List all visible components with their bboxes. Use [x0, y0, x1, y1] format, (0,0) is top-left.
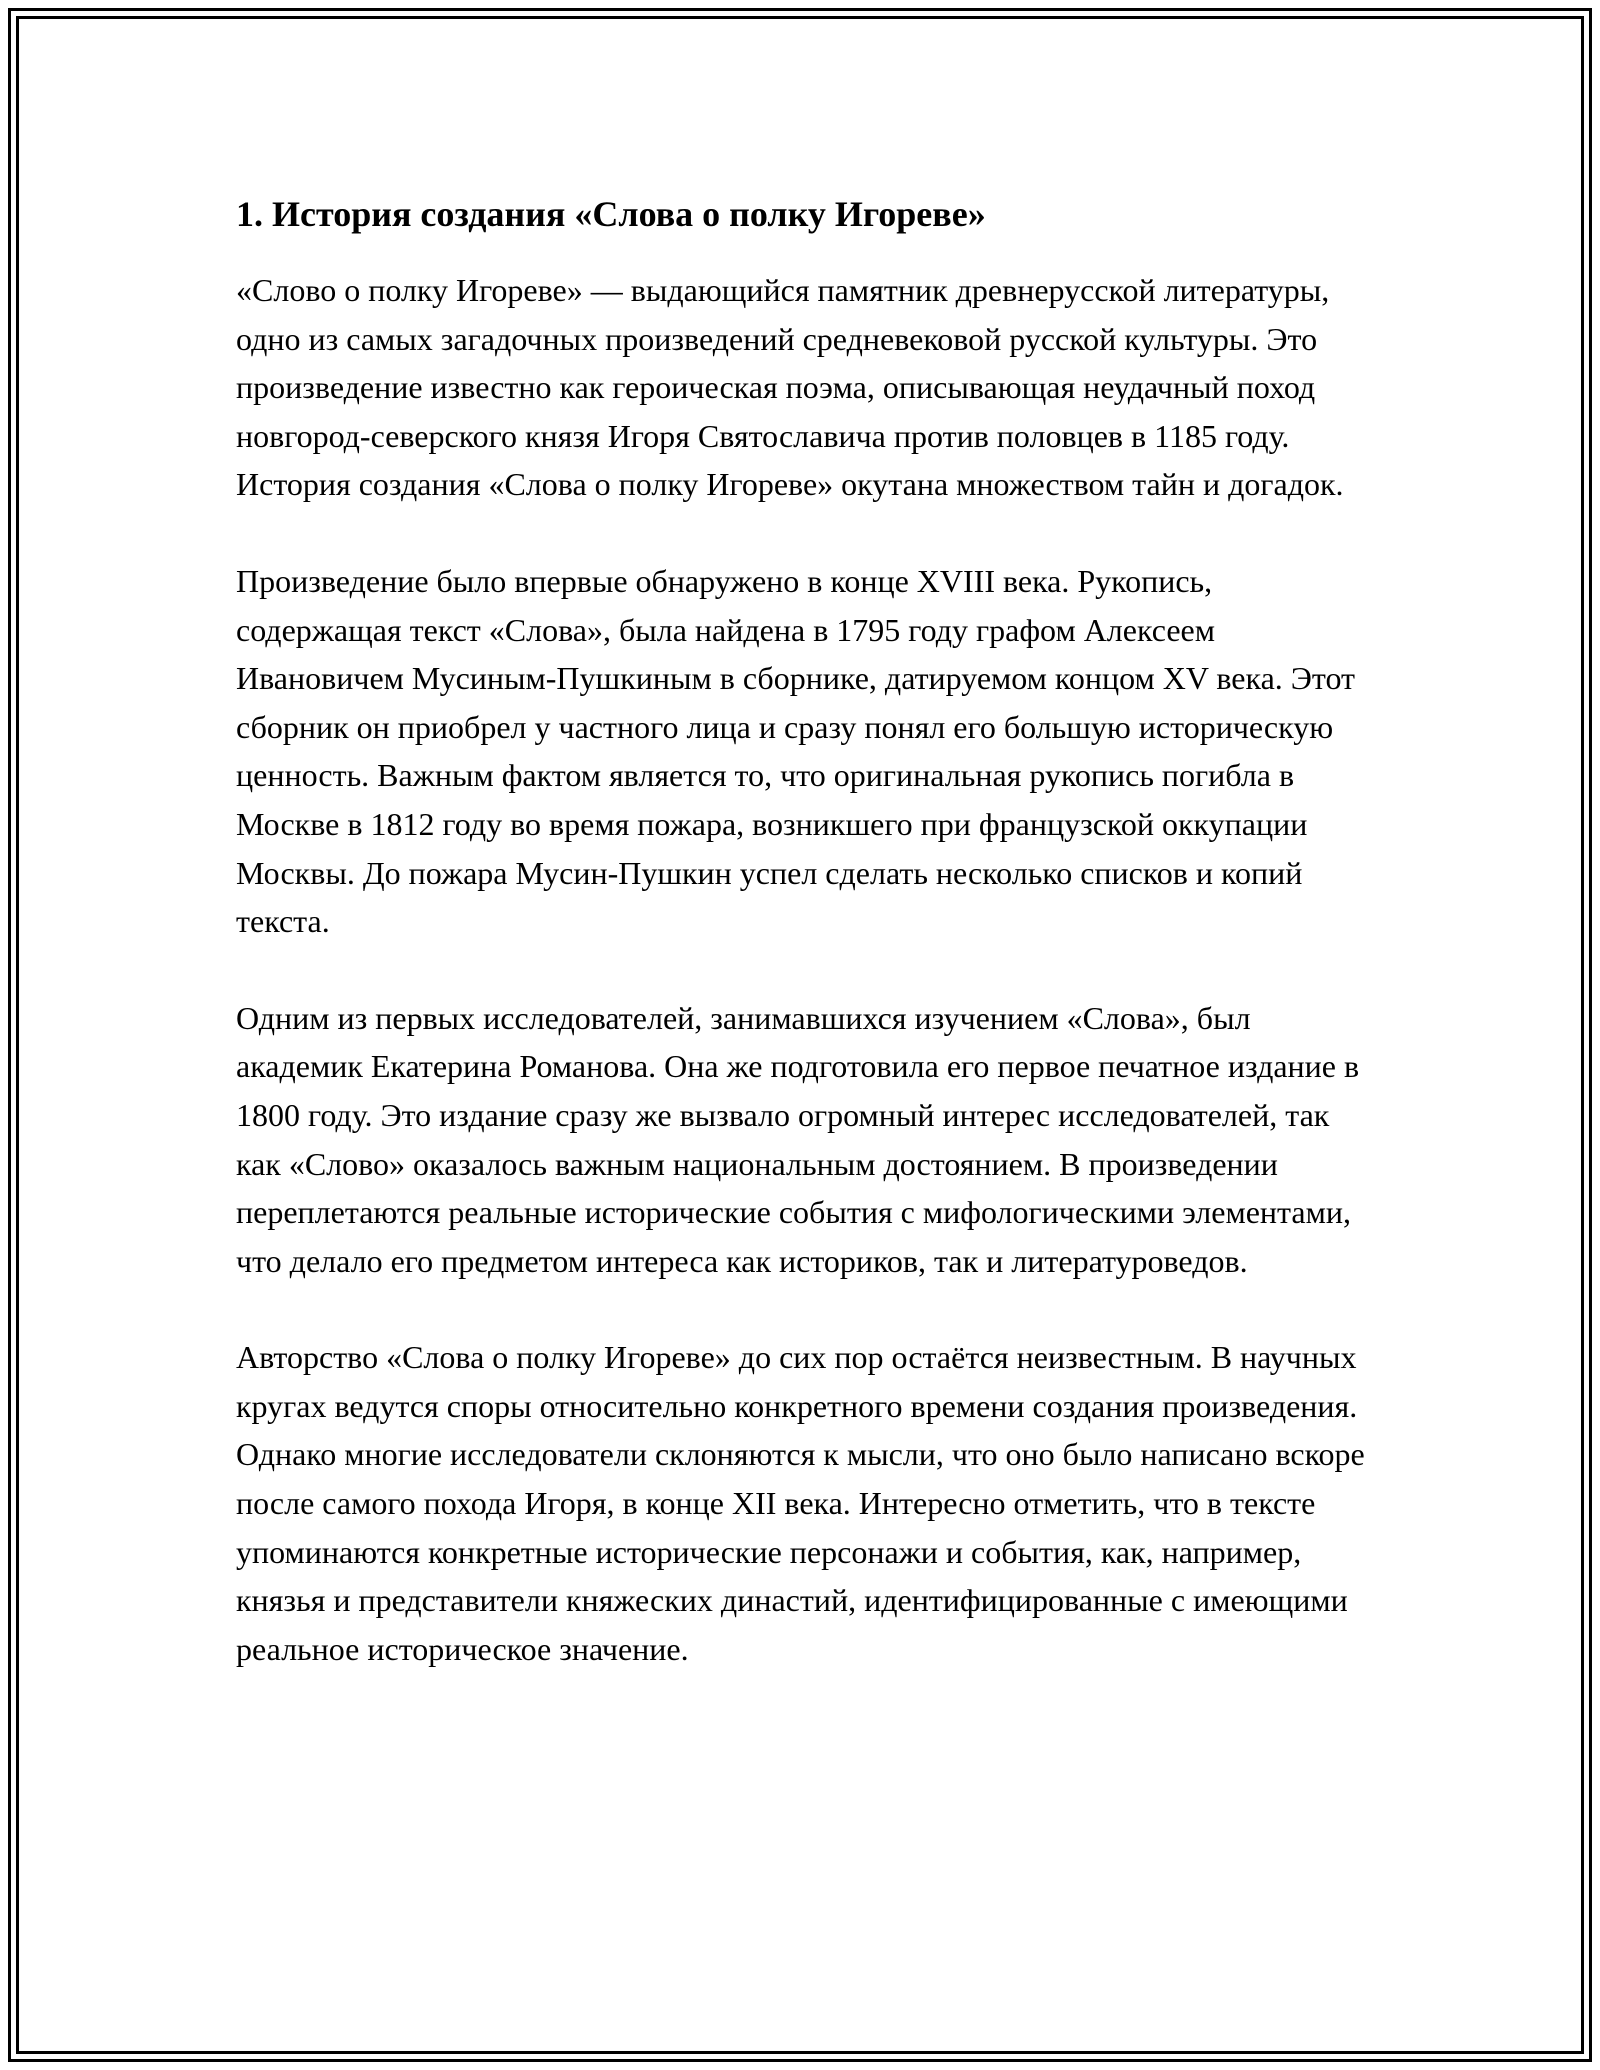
- paragraph-2: Произведение было впервые обнаружено в конце XVIII века. Рукопись, содержащая текст «Слова», была найдена в 1795 году графом Алексеем Ивановичем Мусиным-Пушкиным в сборнике, датируемом концом XV века. Этот сборник он приобрел у частного лица и сразу понял его большую историческую ценность. Важным фактом является то, что оригинальная рукопись погибла в Москве в 1812 году во время пожара, возникшего при французской оккупации Москвы. До пожара Мусин-Пушкин успел сделать несколько списков и копий текста.: [236, 562, 1356, 940]
- paragraph-3: Одним из первых исследователей, занимавшихся изучением «Слова», был академик Екатерина Романова. Она же подготовила его первое печатное издание в 1800 году. Это издание сразу же вызвало огромный интерес исследователей, так как «Слово» оказалось важным национальным достоянием. В произведении переплетаются реальные исторические события с мифологическими элементами, что делало его предметом интереса как историков, так и литературоведов.: [236, 999, 1360, 1279]
- document-body: [236, 186, 1376, 1673]
- paragraph-1: «Слово о полку Игореве» — выдающийся памятник древнерусской литературы, одно из самых загадочных произведений средневековой русской культуры. Это произведение известно как героическая поэма, описывающая неудачный поход новгород-северского князя Игоря Святославича против половцев в 1185 году. История создания «Слова о полку Игореве» окутана множеством тайн и догадок.: [236, 272, 1344, 503]
- section-heading: 1. История создания «Слова о полку Игореве»: [236, 194, 986, 234]
- paragraph-4: Авторство «Слова о полку Игореве» до сих пор остаётся неизвестным. В научных кругах ведутся споры относительно конкретного времени создания произведения. Однако многие исследователи склоняются к мысли, что оно было написано вскоре после самого похода Игоря, в конце XII века. Интересно отметить, что в тексте упоминаются конкретные исторические персонажи и события, как, например, князья и представители княжеских династий, идентифицированные с имеющими реальное историческое значение.: [236, 1339, 1365, 1667]
